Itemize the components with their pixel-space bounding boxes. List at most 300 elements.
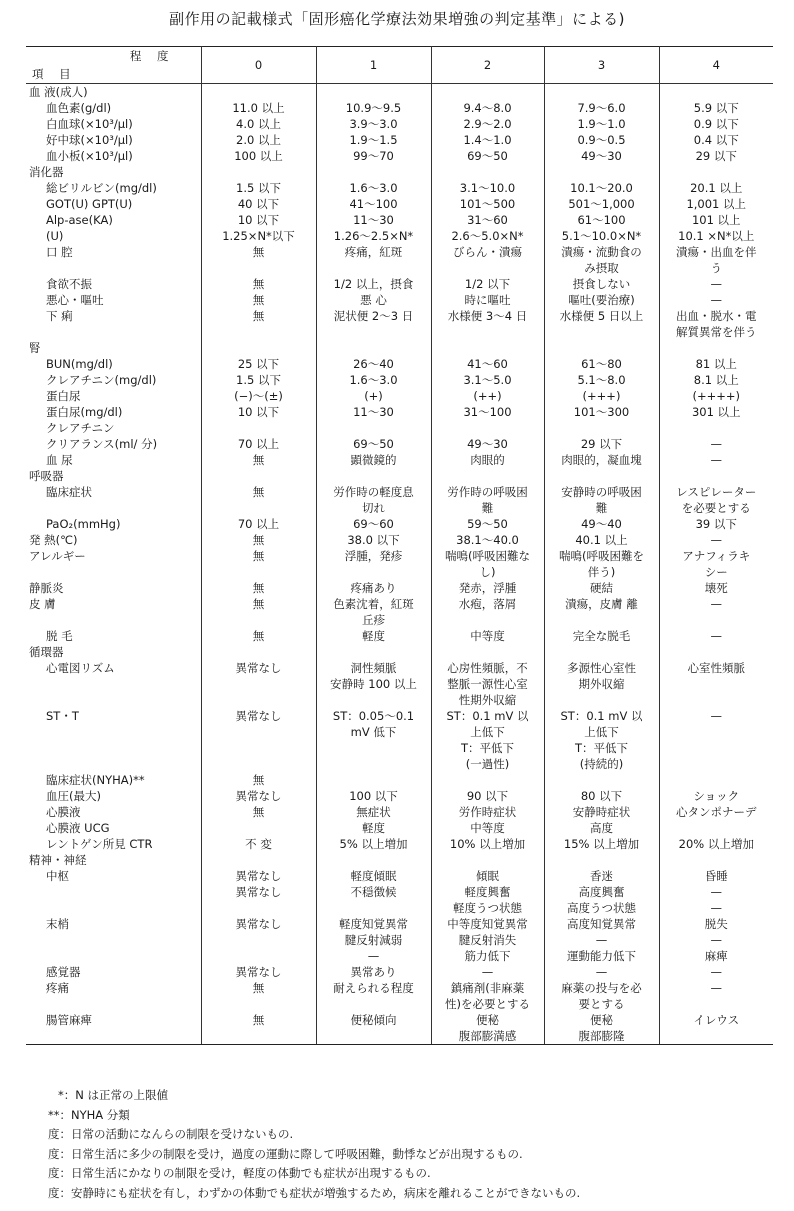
grade-1-cell (316, 1028, 431, 1045)
table-row (26, 724, 773, 740)
grade-4-cell (659, 644, 773, 660)
grade-4-cell (659, 996, 773, 1012)
grade-3-cell: 難 (544, 500, 659, 516)
grade-3-cell: 便秘 (544, 1012, 659, 1028)
header-degree-label: 程 度 (129, 49, 175, 63)
grade-4-cell: 0.4 以下 (659, 132, 773, 148)
grade-1-cell (316, 692, 431, 708)
grade-4-cell: 麻痺 (659, 948, 773, 964)
grade-4-header: 4 (659, 47, 773, 84)
grade-4-cell: — (659, 708, 773, 724)
table-row (26, 260, 773, 276)
grade-4-cell: レスピレーター (659, 484, 773, 500)
grade-2-cell: 腱反射消失 (431, 932, 544, 948)
grade-2-cell: 便秘 (431, 1012, 544, 1028)
grade-1-cell: 安静時 100 以上 (316, 676, 431, 692)
row-item-label: BUN(mg/dl) (46, 357, 113, 371)
table-row (26, 964, 773, 980)
table-row (26, 676, 773, 692)
grade-0-cell: 1.5 以下 (201, 372, 316, 388)
grade-1-cell (316, 756, 431, 772)
grade-1-cell (316, 260, 431, 276)
grade-2-cell: 69〜50 (431, 148, 544, 164)
grade-4-cell: — (659, 932, 773, 948)
row-item-label: クレアチニン(mg/dl) (46, 373, 157, 387)
grade-1-cell (316, 644, 431, 660)
grade-2-cell: 水疱，落屑 (431, 596, 544, 612)
grade-4-cell (659, 772, 773, 788)
table-row (26, 692, 773, 708)
table-row (26, 644, 773, 660)
grade-2-cell: 9.4〜8.0 (431, 100, 544, 116)
footnote-class-2: 度：日常生活に多少の制限を受け，過度の運動に際して呼吸困難，動悸などが出現するもの. (48, 1146, 523, 1161)
table-row (26, 228, 773, 244)
grade-1-cell: 色素沈着，紅斑 (316, 596, 431, 612)
grade-4-cell: 8.1 以上 (659, 372, 773, 388)
grade-4-cell: — (659, 884, 773, 900)
grade-2-cell: 1.4〜1.0 (431, 132, 544, 148)
grade-0-cell: 無 (201, 980, 316, 996)
table-row (26, 660, 773, 676)
grade-4-cell: — (659, 596, 773, 612)
grade-2-cell: 上低下 (431, 724, 544, 740)
grade-4-cell: 心室性頻脈 (659, 660, 773, 676)
grade-1-cell: 不穏徴候 (316, 884, 431, 900)
grade-3-cell: T：平低下 (544, 740, 659, 756)
grade-2-cell: 1/2 以下 (431, 276, 544, 292)
grade-2-cell: 労作時の呼吸困 (431, 484, 544, 500)
table-row (26, 532, 773, 548)
grade-2-cell: T：平低下 (431, 740, 544, 756)
row-item-label (26, 948, 201, 964)
row-item-label: GOT(U) GPT(U) (46, 197, 133, 211)
grade-0-cell: 異常なし (201, 884, 316, 900)
grade-2-cell: 31〜100 (431, 404, 544, 420)
grade-3-cell: 5.1〜8.0 (544, 372, 659, 388)
grade-2-cell: 2.9〜2.0 (431, 116, 544, 132)
grade-4-cell (659, 692, 773, 708)
row-item-label: 脱 毛 (46, 629, 73, 643)
grade-4-cell: — (659, 452, 773, 468)
table-row (26, 500, 773, 516)
grade-4-cell: 301 以上 (659, 404, 773, 420)
grade-3-cell: 完全な脱毛 (544, 628, 659, 644)
grade-4-cell: ショック (659, 788, 773, 804)
grade-0-cell: (−)〜(±) (201, 388, 316, 404)
grade-2-cell (431, 164, 544, 180)
grade-0-cell: 無 (201, 244, 316, 260)
grade-2-cell: 2.6〜5.0×N* (431, 228, 544, 244)
grade-3-cell: 40.1 以上 (544, 532, 659, 548)
grade-3-cell: 高度 (544, 820, 659, 836)
grade-0-cell: 11.0 以上 (201, 100, 316, 116)
grade-0-cell: 1.25×N*以下 (201, 228, 316, 244)
grade-2-cell (431, 852, 544, 868)
grade-2-cell: 49〜30 (431, 436, 544, 452)
table-row (26, 868, 773, 884)
row-item-label: 腸管麻痺 (46, 1013, 92, 1027)
grade-3-cell: 1.9〜1.0 (544, 116, 659, 132)
grade-4-cell: — (659, 532, 773, 548)
footnote-class-4: 度：安静時にも症状を有し，わずかの体動でも症状が増強するため，病床を離れることができないもの. (48, 1185, 581, 1200)
row-item-label: 皮 膚 (29, 597, 56, 611)
grade-0-cell: 無 (201, 1012, 316, 1028)
grade-3-cell (544, 84, 659, 101)
grade-0-cell (201, 340, 316, 356)
grade-0-cell: 異常なし (201, 660, 316, 676)
row-item-label: 循環器 (29, 645, 64, 659)
table-row (26, 244, 773, 260)
grade-1-cell (316, 564, 431, 580)
row-item-label: 心電図リズム (46, 661, 115, 675)
grade-4-cell: 39 以下 (659, 516, 773, 532)
grade-2-cell: 101〜500 (431, 196, 544, 212)
grade-1-cell: 100 以下 (316, 788, 431, 804)
grade-4-cell: う (659, 260, 773, 276)
grade-2-cell: びらん・潰瘍 (431, 244, 544, 260)
grade-4-cell: 潰瘍・出血を伴 (659, 244, 773, 260)
table-row (26, 420, 773, 436)
grade-1-cell (316, 420, 431, 436)
grade-4-cell: — (659, 292, 773, 308)
row-item-label: 疼痛 (46, 981, 69, 995)
grade-2-cell: 38.1〜40.0 (431, 532, 544, 548)
table-row (26, 836, 773, 852)
grade-0-cell: 1.5 以下 (201, 180, 316, 196)
grade-1-cell: 1/2 以上，摂食 (316, 276, 431, 292)
grade-4-cell: 出血・脱水・電 (659, 308, 773, 324)
table-row (26, 340, 773, 356)
grade-3-cell (544, 612, 659, 628)
row-item-label: 血色素(g/dl) (46, 101, 112, 115)
grade-1-cell: 腱反射減弱 (316, 932, 431, 948)
grade-4-cell: 5.9 以下 (659, 100, 773, 116)
grade-0-cell (201, 84, 316, 101)
grade-3-cell (544, 644, 659, 660)
row-item-label: 血小板(×10³/μl) (46, 149, 133, 163)
grade-4-cell: 1,001 以上 (659, 196, 773, 212)
grade-4-cell (659, 164, 773, 180)
grade-4-cell (659, 340, 773, 356)
grade-0-cell: 異常なし (201, 916, 316, 932)
grade-0-cell (201, 468, 316, 484)
grade-3-cell: 高度知覚異常 (544, 916, 659, 932)
table-row (26, 852, 773, 868)
grade-2-cell (431, 260, 544, 276)
grade-1-cell: ST：0.05〜0.1 (316, 708, 431, 724)
grade-3-cell: 香迷 (544, 868, 659, 884)
grade-3-cell: — (544, 932, 659, 948)
table-row (26, 164, 773, 180)
grade-1-cell: 軽度 (316, 820, 431, 836)
grade-2-cell: 中等度 (431, 628, 544, 644)
table-row (26, 180, 773, 196)
grade-4-cell: — (659, 900, 773, 916)
grade-2-cell: 水様便 3〜4 日 (431, 308, 544, 324)
grade-1-cell: 耐えられる程度 (316, 980, 431, 996)
grade-0-cell: 無 (201, 580, 316, 596)
table-row (26, 772, 773, 788)
table-row (26, 708, 773, 724)
grade-1-cell: 浮腫，発疹 (316, 548, 431, 564)
table-row (26, 356, 773, 372)
grade-0-cell (201, 564, 316, 580)
grade-1-cell: 軽度傾眠 (316, 868, 431, 884)
grade-3-cell: 15% 以上増加 (544, 836, 659, 852)
table-row (26, 196, 773, 212)
grade-2-cell (431, 324, 544, 340)
grade-0-cell: 10 以下 (201, 212, 316, 228)
grade-0-cell (201, 820, 316, 836)
table-row (26, 324, 773, 340)
grade-4-cell (659, 468, 773, 484)
grade-1-cell: (+) (316, 388, 431, 404)
table-row (26, 756, 773, 772)
table-row (26, 148, 773, 164)
grade-3-cell: 要とする (544, 996, 659, 1012)
grade-0-cell (201, 612, 316, 628)
grade-0-cell (201, 644, 316, 660)
grade-2-cell: 31〜60 (431, 212, 544, 228)
row-item-label: 精神・神経 (29, 853, 87, 867)
grade-3-cell (544, 852, 659, 868)
grade-1-cell: 41〜100 (316, 196, 431, 212)
grade-3-cell: 49〜30 (544, 148, 659, 164)
row-item-label: 末梢 (46, 917, 69, 931)
grade-1-cell: 疼痛，紅斑 (316, 244, 431, 260)
row-item-label: 口 腔 (46, 245, 73, 259)
grade-4-cell: — (659, 980, 773, 996)
grade-0-cell: 4.0 以上 (201, 116, 316, 132)
grade-4-cell: アナフィラキ (659, 548, 773, 564)
row-item-label: 臨床症状(NYHA)** (46, 773, 145, 787)
table-row (26, 388, 773, 404)
grade-0-cell: 異常なし (201, 708, 316, 724)
grade-4-cell: を必要とする (659, 500, 773, 516)
grade-4-cell: 脱失 (659, 916, 773, 932)
table-body (26, 84, 773, 1045)
grade-4-cell (659, 724, 773, 740)
grade-1-cell (316, 468, 431, 484)
grade-4-cell: 心タンポナーデ (659, 804, 773, 820)
grade-1-cell: 5% 以上増加 (316, 836, 431, 852)
grade-2-cell: — (431, 964, 544, 980)
row-item-label (26, 324, 201, 340)
grade-3-cell (544, 164, 659, 180)
grade-4-cell (659, 740, 773, 756)
row-item-label: 感覚器 (46, 965, 81, 979)
row-item-label: 総ビリルビン(mg/dl) (46, 181, 157, 195)
grade-4-cell: 0.9 以下 (659, 116, 773, 132)
grade-3-cell: 嘔吐(要治療) (544, 292, 659, 308)
grade-1-cell: 丘疹 (316, 612, 431, 628)
row-item-label: 心膜液 UCG (46, 821, 110, 835)
grade-2-cell: 41〜60 (431, 356, 544, 372)
grade-3-cell (544, 772, 659, 788)
grade-3-cell: 喘鳴(呼吸困難を (544, 548, 659, 564)
grade-3-cell: 61〜100 (544, 212, 659, 228)
grade-1-cell: 軽度知覚異常 (316, 916, 431, 932)
row-item-label: レントゲン所見 CTR (46, 837, 153, 851)
grade-3-cell: 安静時症状 (544, 804, 659, 820)
grade-3-cell: 肉眼的，凝血塊 (544, 452, 659, 468)
grade-4-cell: シー (659, 564, 773, 580)
grade-2-cell (431, 468, 544, 484)
row-item-label: 血 液(成人) (29, 85, 88, 99)
grade-2-cell: 中等度知覚異常 (431, 916, 544, 932)
table-row (26, 468, 773, 484)
footnote-n: *：N は正常の上限値 (58, 1088, 169, 1102)
grade-4-cell: 10.1 ×N*以上 (659, 228, 773, 244)
row-item-label (26, 692, 201, 708)
footnotes (48, 1086, 778, 1203)
row-item-label: アレルギー (29, 549, 86, 563)
table-row (26, 596, 773, 612)
grade-2-cell (431, 644, 544, 660)
table-row (26, 436, 773, 452)
grade-2-cell (431, 84, 544, 101)
table-row (26, 612, 773, 628)
grade-0-cell: 無 (201, 548, 316, 564)
grade-4-cell: 20.1 以上 (659, 180, 773, 196)
grade-4-cell (659, 756, 773, 772)
table-row (26, 372, 773, 388)
grade-3-cell: 高度興奮 (544, 884, 659, 900)
grade-3-cell: 10.1〜20.0 (544, 180, 659, 196)
row-item-label (26, 564, 201, 580)
grade-4-cell: — (659, 436, 773, 452)
grade-2-cell: 59〜50 (431, 516, 544, 532)
table-row (26, 292, 773, 308)
grade-0-header: 0 (201, 47, 316, 84)
table-row (26, 276, 773, 292)
grade-3-cell: 潰瘍・流動食の (544, 244, 659, 260)
row-item-label (26, 612, 201, 628)
grade-4-cell (659, 852, 773, 868)
grade-2-cell: 中等度 (431, 820, 544, 836)
grade-2-cell: 軽度うつ状態 (431, 900, 544, 916)
grade-0-cell: 無 (201, 628, 316, 644)
grade-3-cell: 高度うつ状態 (544, 900, 659, 916)
grade-1-cell (316, 324, 431, 340)
grade-3-cell: 多源性心室性 (544, 660, 659, 676)
header-corner (26, 47, 201, 84)
grade-1-cell (316, 740, 431, 756)
grade-0-cell (201, 1028, 316, 1045)
row-item-label (26, 900, 201, 916)
grade-4-cell: (++++) (659, 388, 773, 404)
grade-2-cell: 性期外収縮 (431, 692, 544, 708)
grade-1-cell: 69〜60 (316, 516, 431, 532)
table-row (26, 84, 773, 101)
row-item-label (26, 740, 201, 756)
grade-1-header: 1 (316, 47, 431, 84)
row-item-label (26, 756, 201, 772)
grade-1-cell: 洞性頻脈 (316, 660, 431, 676)
grade-4-cell: 昏睡 (659, 868, 773, 884)
row-item-label: 中枢 (46, 869, 69, 883)
grade-3-cell: 61〜80 (544, 356, 659, 372)
table-row (26, 996, 773, 1012)
table-row (26, 820, 773, 836)
grade-1-cell: — (316, 948, 431, 964)
grade-0-cell: 40 以下 (201, 196, 316, 212)
grade-2-cell: 90 以下 (431, 788, 544, 804)
table-row (26, 100, 773, 116)
grade-3-header: 3 (544, 47, 659, 84)
table-row (26, 548, 773, 564)
grade-0-cell: 70 以上 (201, 436, 316, 452)
grade-1-cell: 泥状便 2〜3 日 (316, 308, 431, 324)
grade-1-cell (316, 900, 431, 916)
grade-2-cell (431, 612, 544, 628)
grade-2-cell: 3.1〜5.0 (431, 372, 544, 388)
grade-2-cell: し) (431, 564, 544, 580)
grade-2-cell: 10% 以上増加 (431, 836, 544, 852)
grade-3-cell: 麻薬の投与を必 (544, 980, 659, 996)
grade-1-cell: 69〜50 (316, 436, 431, 452)
grade-1-cell: 便秘傾向 (316, 1012, 431, 1028)
grade-4-cell: 20% 以上増加 (659, 836, 773, 852)
grade-0-cell (201, 900, 316, 916)
grade-2-cell (431, 340, 544, 356)
table-row (26, 308, 773, 324)
document-title: 副作用の記載様式「固形癌化学療法効果増強の判定基準」による) (169, 10, 625, 28)
table-row (26, 132, 773, 148)
grade-1-cell (316, 84, 431, 101)
grade-0-cell: 無 (201, 772, 316, 788)
row-item-label (26, 260, 201, 276)
grade-0-cell (201, 996, 316, 1012)
table-row (26, 948, 773, 964)
grade-1-cell: 労作時の軽度息 (316, 484, 431, 500)
row-item-label (26, 932, 201, 948)
grade-2-cell (431, 420, 544, 436)
row-item-label: Alp-ase(KA) (46, 213, 113, 227)
row-item-label: 悪心・嘔吐 (46, 293, 104, 307)
row-item-label: PaO₂(mmHg) (46, 517, 121, 531)
grade-0-cell: 無 (201, 804, 316, 820)
row-item-label: 臨床症状 (46, 485, 92, 499)
grade-2-cell: 3.1〜10.0 (431, 180, 544, 196)
grade-4-cell: 101 以上 (659, 212, 773, 228)
table-row (26, 1028, 773, 1045)
grade-3-cell: み摂取 (544, 260, 659, 276)
grade-3-cell: 運動能力低下 (544, 948, 659, 964)
grade-3-cell: (持続的) (544, 756, 659, 772)
table-row (26, 516, 773, 532)
grade-1-cell (316, 340, 431, 356)
grade-1-cell: 1.6〜3.0 (316, 372, 431, 388)
grade-4-cell: 29 以下 (659, 148, 773, 164)
table-row (26, 916, 773, 932)
row-item-label (26, 724, 201, 740)
grade-4-cell (659, 1028, 773, 1045)
footnote-nyha: **：NYHA 分類 (48, 1107, 130, 1122)
row-item-label: 食欲不振 (46, 277, 92, 291)
grade-1-cell: 26〜40 (316, 356, 431, 372)
table-row (26, 116, 773, 132)
table-row (26, 932, 773, 948)
grade-3-cell: — (544, 964, 659, 980)
grade-2-cell: 心房性頻脈，不 (431, 660, 544, 676)
table-row (26, 1012, 773, 1028)
grade-1-cell: 11〜30 (316, 404, 431, 420)
grade-0-cell: 異常なし (201, 788, 316, 804)
grade-1-cell: 10.9〜9.5 (316, 100, 431, 116)
grade-3-cell: 101〜300 (544, 404, 659, 420)
grade-2-cell: 軽度興奮 (431, 884, 544, 900)
